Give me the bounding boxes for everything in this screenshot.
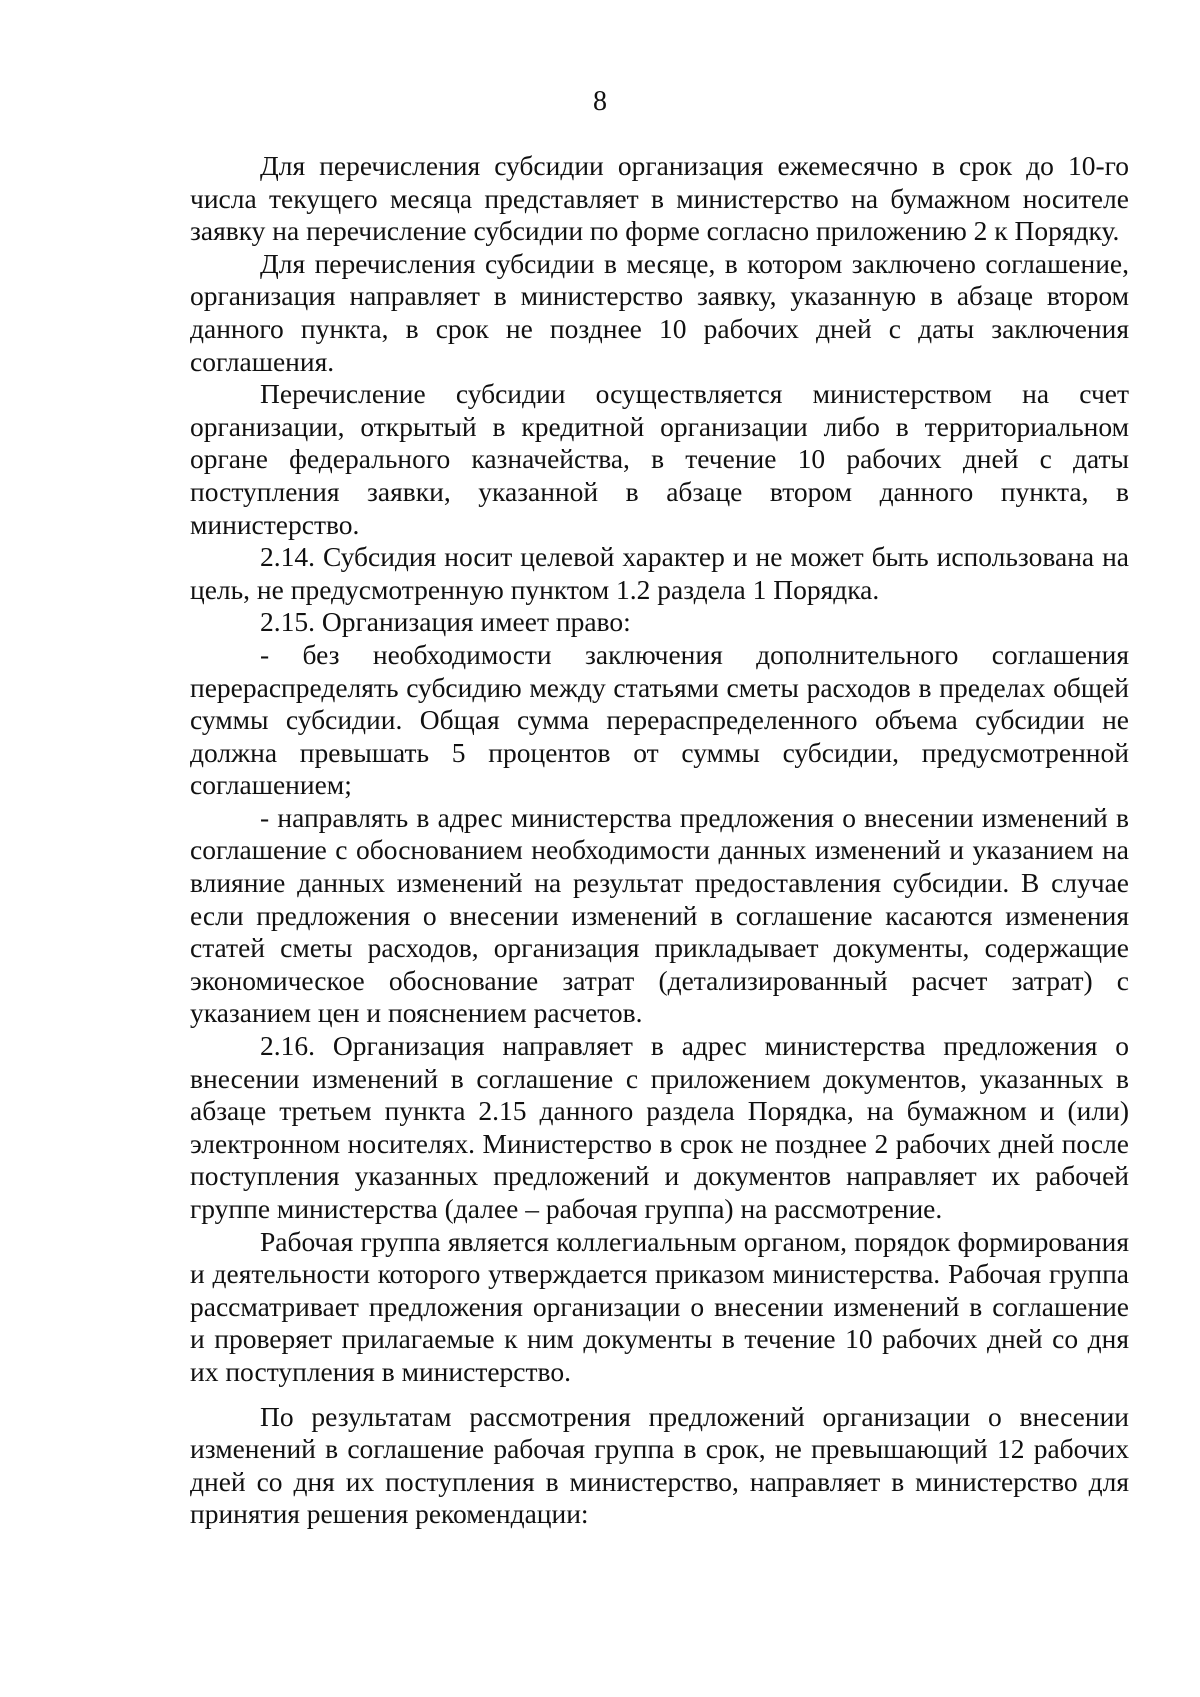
paragraph-2-16: 2.16. Организация направляет в адрес министерства предложения о внесении изменений в соглашение с приложением документов, указанных в абзаце третьем пункта 2.15 данного раздела Порядка, на бумажном и (или) электронном носителях. Министерство в срок не позднее 2 рабочих дней после поступления указанных предложений и документов направляет их рабочей группе министерства (далее – рабочая группа) на рассмотрение.	[190, 1030, 1129, 1224]
paragraph-1: Для перечисления субсидии организация ежемесячно в срок до 10-го числа текущего месяца представляет в министерство на бумажном носителе заявку на перечисление субсидии по форме согласно приложению 2 к Порядку.	[190, 150, 1129, 247]
paragraph-2-15: 2.15. Организация имеет право:	[260, 606, 631, 638]
paragraph-3: Перечисление субсидии осуществляется министерством на счет организации, открытый в кредитной организации либо в территориальном органе федерального казначейства, в течение 10 рабочих дней с даты поступления заявки, указанной в абзаце втором данного пункта, в министерство.	[190, 378, 1129, 540]
list-item-proposals: - направлять в адрес министерства предложения о внесении изменений в соглашение с обоснованием необходимости данных изменений и указанием на влияние данных изменений на результат предоставления субсидии. В случае если предложения о внесении изменений в соглашение касаются изменения статей сметы расходов, организация прикладывает документы, содержащие экономическое обоснование затрат (детализированный расчет затрат) с указанием цен и пояснением расчетов.	[190, 801, 1129, 1029]
paragraph-working-group: Рабочая группа является коллегиальным органом, порядок формирования и деятельности которого утверждается приказом министерства. Рабочая группа рассматривает предложения организации о внесении изменений в соглашение и проверяет прилагаемые к ним документы в течение 10 рабочих дней со дня их поступления в министерство.	[190, 1225, 1129, 1387]
paragraph-2-14: 2.14. Субсидия носит целевой характер и не может быть использована на цель, не предусмотренную пунктом 1.2 раздела 1 Порядка.	[190, 541, 1129, 605]
paragraph-recommendations: По результатам рассмотрения предложений организации о внесении изменений в соглашение рабочая группа в срок, не превышающий 12 рабочих дней со дня их поступления в министерство, направляет в министерство для принятия решения рекомендации:	[190, 1400, 1129, 1530]
list-item-redistribute: - без необходимости заключения дополнительного соглашения перераспределять субсидию между статьями сметы расходов в пределах общей суммы субсидии. Общая сумма перераспределенного объема субсидии не должна превышать 5 процентов от суммы субсидии, предусмотренной соглашением;	[190, 638, 1129, 801]
paragraph-2: Для перечисления субсидии в месяце, в котором заключено соглашение, организация направляет в министерство заявку, указанную в абзаце втором данного пункта, в срок не позднее 10 рабочих дней с даты заключения соглашения.	[190, 247, 1129, 377]
document-body	[190, 150, 1129, 1531]
page-number: 8	[593, 86, 607, 117]
